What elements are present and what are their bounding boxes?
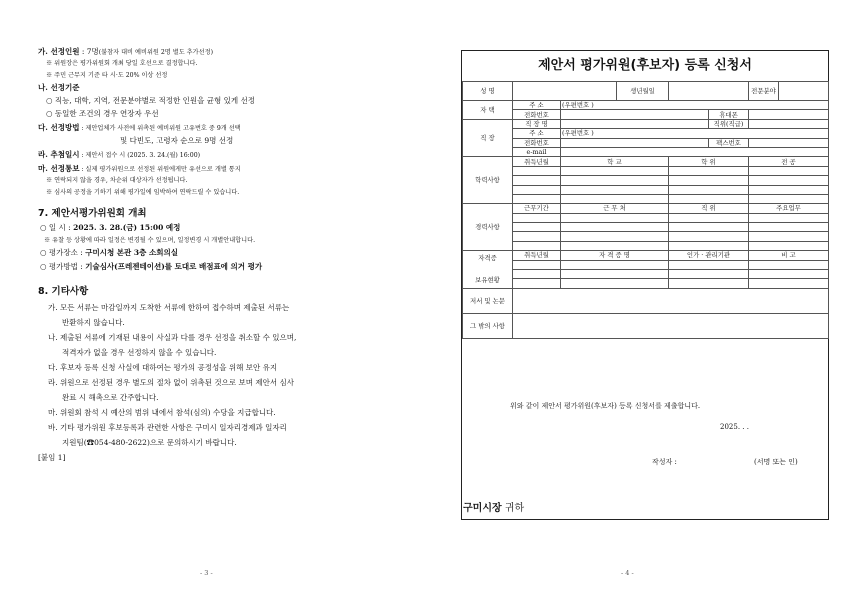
heading-7: 7. 제안서평가위원회 개최 [38, 208, 147, 219]
cell[interactable] [561, 279, 669, 288]
home-label: 자 택 [463, 101, 513, 120]
cell[interactable] [669, 176, 749, 185]
edu-col-date: 취득년월 [513, 157, 561, 166]
cell[interactable] [513, 279, 561, 288]
line-method [40, 262, 262, 272]
etc-field[interactable] [513, 313, 829, 338]
edu-col-school: 학 교 [561, 157, 669, 166]
cell[interactable] [669, 270, 749, 279]
cell[interactable] [561, 185, 669, 194]
addressee-suffix: 귀하 [504, 503, 525, 514]
cell[interactable] [513, 166, 561, 175]
cell[interactable] [749, 213, 829, 222]
cert-col-date: 취득년월 [513, 251, 561, 260]
cell[interactable] [749, 223, 829, 232]
work-address-label: 주 소 [513, 129, 561, 138]
addressee [463, 499, 524, 514]
value: 2025. 3. 28.(금) 15:00 예정 [73, 223, 181, 232]
career-col-position: 직 위 [669, 204, 749, 213]
cell[interactable] [513, 194, 561, 203]
cell[interactable] [749, 166, 829, 175]
home-phone-label: 전화번호 [513, 110, 561, 119]
applicant-label: 작성자 : [652, 458, 677, 466]
continuation: 및 다빈도, 고령자 순으로 9명 선정 [120, 136, 234, 145]
note: ※ 유찰 등 상황에 따라 일정은 변경될 수 있으며, 일정변경 시 개별안내합니다. [44, 237, 256, 244]
cell[interactable] [669, 185, 749, 194]
cell[interactable] [561, 270, 669, 279]
label: 라. 추첨일시 [38, 150, 80, 159]
career-label: 경력사항 [463, 204, 513, 251]
item: 마. 위원회 참석 시 예산의 범위 내에서 참석(심의) 수당을 지급합니다. [48, 408, 276, 417]
cell[interactable] [749, 232, 829, 241]
item: 라. 위원으로 선정된 경우 별도의 절차 없이 위촉된 것으로 보며 제안서 심사 [48, 378, 294, 387]
cell[interactable] [669, 260, 749, 269]
birth-field[interactable] [669, 82, 749, 101]
cert-label-2: 보유현황 [475, 276, 500, 285]
pubs-label: 저서 및 논문 [463, 288, 513, 313]
cell[interactable] [749, 176, 829, 185]
cell[interactable] [513, 260, 561, 269]
line-selection-method [38, 123, 241, 134]
item-cont: 지원팀(☎054-480-2622)으로 문의하시기 바랍니다. [62, 438, 237, 447]
cell[interactable] [561, 166, 669, 175]
cell[interactable] [669, 241, 749, 250]
name-label: 성 명 [463, 82, 513, 101]
work-phone-field[interactable] [561, 138, 709, 147]
label: ○ 평가방법 : [40, 262, 86, 271]
item: 바. 기타 평가위원 후보등록과 관련한 사항은 구미시 일자리경제과 일자리 [48, 423, 287, 432]
cell[interactable] [749, 260, 829, 269]
mobile-field[interactable] [749, 110, 829, 119]
left-page [0, 0, 420, 595]
label: ○ 일 시 : [40, 223, 74, 232]
item: 가. 모든 서류는 마감일까지 도착한 서류에 한하여 접수하며 제출된 서류는 [48, 303, 290, 312]
value: 기술심사(프레젠테이션)를 토대로 배점표에 의거 평가 [85, 262, 263, 271]
label: 마. 선정통보 [38, 164, 80, 173]
note: ※ 위원장은 평가위원회 개최 당일 호선으로 결정합니다. [46, 60, 198, 67]
work-address-field[interactable]: (우편번호 ) [561, 129, 829, 138]
cell[interactable] [561, 232, 669, 241]
cell[interactable] [513, 213, 561, 222]
line-notification [38, 164, 241, 175]
page-number: - 3 - [200, 569, 213, 577]
education-label: 학력사항 [463, 157, 513, 204]
fax-label: 팩스번호 [709, 138, 749, 147]
work-phone-label: 전화번호 [513, 138, 561, 147]
cell[interactable] [513, 270, 561, 279]
cell[interactable] [561, 223, 669, 232]
line-place [40, 248, 178, 258]
cell[interactable] [749, 185, 829, 194]
cell[interactable] [669, 279, 749, 288]
email-field[interactable] [561, 147, 829, 156]
cell[interactable] [749, 270, 829, 279]
right-page [421, 0, 841, 595]
work-label: 직 장 [463, 119, 513, 157]
text: : 제안서 접수 시 (2025. 3. 24.(월) 16:00) [79, 152, 201, 159]
home-address-field[interactable]: (우편번호 ) [561, 101, 829, 110]
bullet: ○ 직능, 대학, 지역, 전문분야별로 적정한 인원을 균형 있게 선정 [46, 96, 256, 105]
cell[interactable] [561, 194, 669, 203]
pubs-field[interactable] [513, 288, 829, 313]
form-title: 제안서 평가위원(후보자) 등록 신청서 [462, 51, 828, 82]
home-address-label: 주 소 [513, 101, 561, 110]
note: ※ 심사의 공정을 기하기 위해 평가일에 임박하여 연락드릴 수 있습니다. [46, 189, 240, 196]
cell[interactable] [513, 232, 561, 241]
cell[interactable] [513, 176, 561, 185]
form-table [462, 81, 829, 339]
attachment-label: [붙임 1] [38, 453, 66, 462]
submit-date: 2025. . . [720, 423, 749, 431]
birth-label: 생년월일 [617, 82, 669, 101]
item: 다. 후보자 등록 신청 사실에 대하여는 평가의 공정성을 위해 보안 유지 [48, 363, 278, 372]
cell[interactable] [749, 279, 829, 288]
line-date [40, 223, 180, 233]
cell[interactable] [513, 241, 561, 250]
label: ○ 평가장소 : [40, 248, 86, 257]
cell[interactable] [669, 213, 749, 222]
cell[interactable] [749, 241, 829, 250]
work-name-field[interactable] [561, 119, 709, 128]
etc-label: 그 밖의 사항 [463, 313, 513, 338]
text: : 7명 [79, 47, 99, 56]
name-field[interactable] [513, 82, 617, 101]
position-label: 직위(직급) [709, 119, 749, 128]
label: 다. 선정방법 [38, 123, 80, 132]
cell[interactable] [669, 166, 749, 175]
text: : 실제 평가위원으로 선정된 위원에게만 유선으로 개별 통지 [79, 166, 241, 173]
field-field[interactable] [779, 82, 829, 101]
note: ※ 연락되지 않을 경우, 차순위 대상자가 선정됩니다. [46, 177, 188, 184]
bullet: ○ 동일한 조건의 경우 연장자 우선 [46, 109, 159, 118]
email-label: e-mail [513, 147, 561, 156]
cell[interactable] [561, 260, 669, 269]
fax-field[interactable] [749, 138, 829, 147]
item-cont: 반환하지 않습니다. [62, 318, 125, 327]
cert-col-note: 비 고 [749, 251, 829, 260]
career-col-duties: 주요업무 [749, 204, 829, 213]
declaration: 위와 같이 제안서 평가위원(후보자) 등록 신청서를 제출합니다. [510, 402, 701, 410]
label: 가. 선정인원 [38, 47, 80, 56]
home-phone-field[interactable] [561, 110, 709, 119]
value: 구미시청 본관 3층 소회의실 [85, 248, 178, 257]
sub-text: (불참자 대비 예비위원 2명 별도 추가선정) [98, 49, 213, 56]
cert-col-agency: 인가 · 관리기관 [669, 251, 749, 260]
career-col-workplace: 근 무 처 [561, 204, 669, 213]
career-col-period: 근무기간 [513, 204, 561, 213]
field-label: 전문분야 [749, 82, 779, 101]
line-selection-count [38, 47, 213, 58]
mobile-label: 휴대폰 [709, 110, 749, 119]
cell[interactable] [669, 194, 749, 203]
cell[interactable] [669, 232, 749, 241]
cell[interactable] [669, 223, 749, 232]
cell[interactable] [561, 213, 669, 222]
item: 나. 제출된 서류에 기재된 내용이 사실과 다를 경우 선정을 취소할 수 있으며, [48, 333, 297, 342]
edu-col-degree: 학 위 [669, 157, 749, 166]
heading-8: 8. 기타사항 [38, 286, 89, 297]
cell[interactable] [749, 194, 829, 203]
section-label: 나. 선정기준 [38, 83, 80, 92]
edu-col-major: 전 공 [749, 157, 829, 166]
addressee-name: 구미시장 [463, 503, 502, 514]
registration-form [461, 50, 829, 520]
cert-label-1: 자격증 [478, 254, 497, 263]
sign-label: (서명 또는 인) [754, 458, 798, 466]
item-cont: 적격자가 없을 경우 선정하지 않을 수 있습니다. [62, 348, 217, 357]
cell[interactable] [561, 176, 669, 185]
page-number: - 4 - [621, 569, 634, 577]
cell[interactable] [513, 223, 561, 232]
work-name-label: 직 장 명 [513, 119, 561, 128]
item-cont: 완료 시 해촉으로 간주합니다. [62, 393, 159, 402]
cell[interactable] [561, 241, 669, 250]
text: : 제안업체가 사전에 위촉된 예비위원 고유번호 중 9개 선택 [79, 125, 241, 132]
cert-col-name: 자 격 증 명 [561, 251, 669, 260]
line-draw-date [38, 150, 200, 161]
cert-label [463, 251, 513, 289]
cell[interactable] [513, 185, 561, 194]
position-field[interactable] [749, 119, 829, 128]
note: ※ 주민 근무지 기준 타 시·도 20% 이상 선정 [46, 72, 168, 79]
